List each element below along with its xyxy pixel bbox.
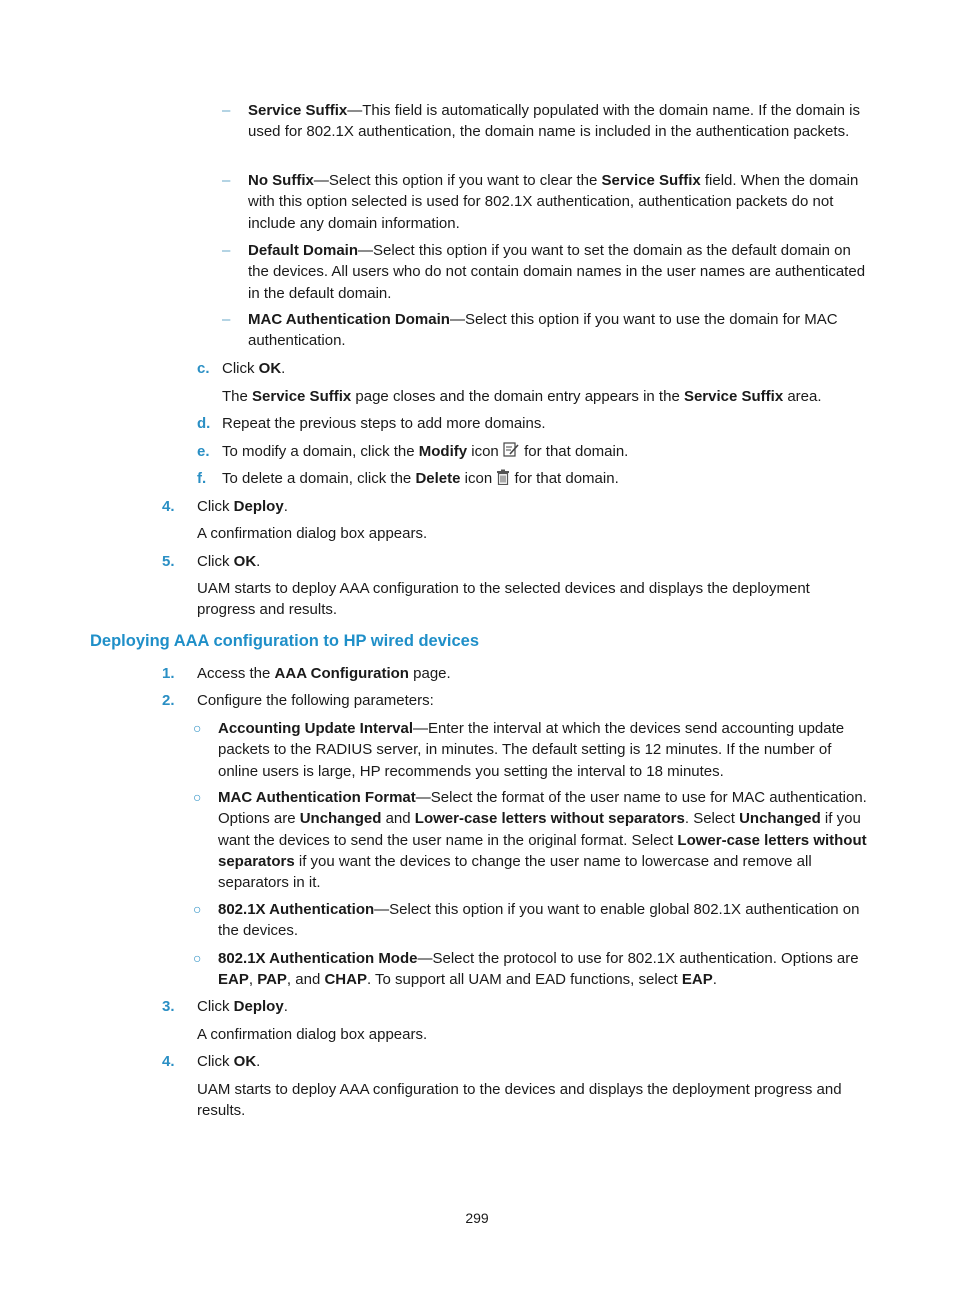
dash-marker: – xyxy=(222,172,231,189)
page-number: 299 xyxy=(465,1210,489,1226)
dash-marker: – xyxy=(222,311,231,328)
dash-marker: – xyxy=(222,102,231,119)
step-c-note: The Service Suffix page closes and the domain entry appears in the Service Suffix area. xyxy=(222,388,822,405)
section-heading: Deploying AAA configuration to HP wired devices xyxy=(90,632,480,650)
dash-marker: – xyxy=(222,242,231,259)
term: Service Suffix xyxy=(248,102,348,119)
delete-icon xyxy=(496,469,510,491)
modify-icon xyxy=(503,442,520,464)
